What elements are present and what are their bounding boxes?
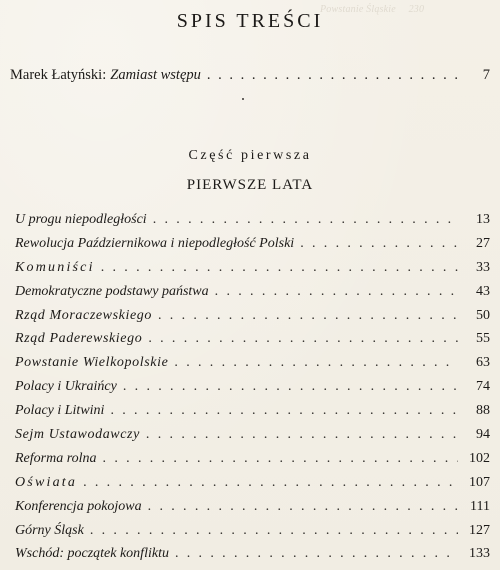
toc-entry (15, 327, 490, 351)
entry-title: Rewolucja Październikowa i niepodległość Polski (15, 235, 295, 251)
toc-intro-row (10, 67, 490, 85)
entry-title: Powstanie Wielkopolskie (15, 355, 169, 371)
toc-entry (15, 447, 490, 471)
toc-entry (15, 542, 490, 566)
dot-leader (207, 67, 458, 84)
toc-entry (15, 375, 490, 399)
toc-entry (15, 423, 490, 447)
bleed-through-title: Powstanie Śląskie (320, 4, 396, 15)
toc-entry (15, 519, 490, 543)
toc-entry (15, 495, 490, 519)
entry-page: 111 (470, 498, 490, 514)
dot-leader (83, 471, 458, 495)
page-title: SPIS TREŚCI (176, 10, 324, 32)
dot-leader (146, 423, 458, 447)
dot-leader (175, 542, 458, 566)
dot-leader (174, 351, 458, 375)
toc-entry (15, 256, 490, 280)
intro-author: Marek Łatyński: (10, 67, 107, 83)
entry-page: 127 (469, 522, 490, 538)
bleed-through-page: 230 (408, 4, 425, 15)
toc-entry (15, 232, 490, 256)
dot-leader (101, 256, 458, 280)
entry-title: Wschód: początek konfliktu (15, 546, 169, 562)
toc-entry (15, 351, 490, 375)
dot-leader (215, 280, 458, 304)
dot-leader (90, 519, 458, 543)
dot-leader (110, 399, 458, 423)
dot-leader (103, 447, 458, 471)
entry-title: U progu niepodległości (15, 212, 147, 227)
entry-title: Polacy i Litwini (15, 403, 105, 419)
entry-page: 74 (476, 379, 490, 395)
entry-title: Konferencja pokojowa (15, 498, 142, 514)
entry-title: Sejm Ustawodawczy (15, 427, 140, 443)
entry-page: 33 (476, 259, 490, 275)
part-title: PIERWSZE LATA (186, 177, 314, 193)
part-label: Część pierwsza (188, 148, 312, 163)
entry-title: Komuniści (15, 259, 95, 275)
entry-page: 27 (476, 235, 490, 251)
entry-title: Górny Śląsk (15, 522, 84, 538)
print-speck (242, 98, 244, 100)
toc-entry (15, 280, 490, 304)
toc-list (15, 208, 490, 566)
dot-leader (123, 375, 458, 399)
toc-entry (15, 471, 490, 495)
toc-entry (15, 399, 490, 423)
dot-leader (153, 208, 458, 232)
dot-leader (158, 304, 458, 328)
dot-leader (300, 232, 458, 256)
entry-page: 133 (469, 546, 490, 562)
entry-page: 55 (476, 331, 490, 347)
entry-title: Polacy i Ukraińcy (15, 379, 117, 395)
entry-page: 50 (476, 307, 490, 323)
entry-page: 94 (476, 427, 490, 443)
toc-entry (15, 208, 490, 232)
entry-title: Demokratyczne podstawy państwa (15, 283, 209, 299)
entry-page: 63 (476, 355, 490, 371)
toc-entry (15, 304, 490, 328)
dot-leader (148, 327, 458, 351)
intro-page-number: 7 (482, 67, 490, 83)
entry-page: 102 (469, 450, 490, 466)
entry-page: 107 (469, 474, 490, 490)
entry-title: Rząd Moraczewskiego (15, 307, 152, 323)
entry-page: 13 (476, 212, 490, 227)
entry-title: Rząd Paderewskiego (15, 331, 143, 347)
entry-page: 43 (476, 283, 490, 299)
dot-leader (148, 495, 458, 519)
entry-page: 88 (476, 403, 490, 419)
entry-title: Reforma rolna (15, 450, 97, 466)
entry-title: Oświata (15, 474, 78, 490)
intro-title: Zamiast wstępu (110, 67, 201, 83)
